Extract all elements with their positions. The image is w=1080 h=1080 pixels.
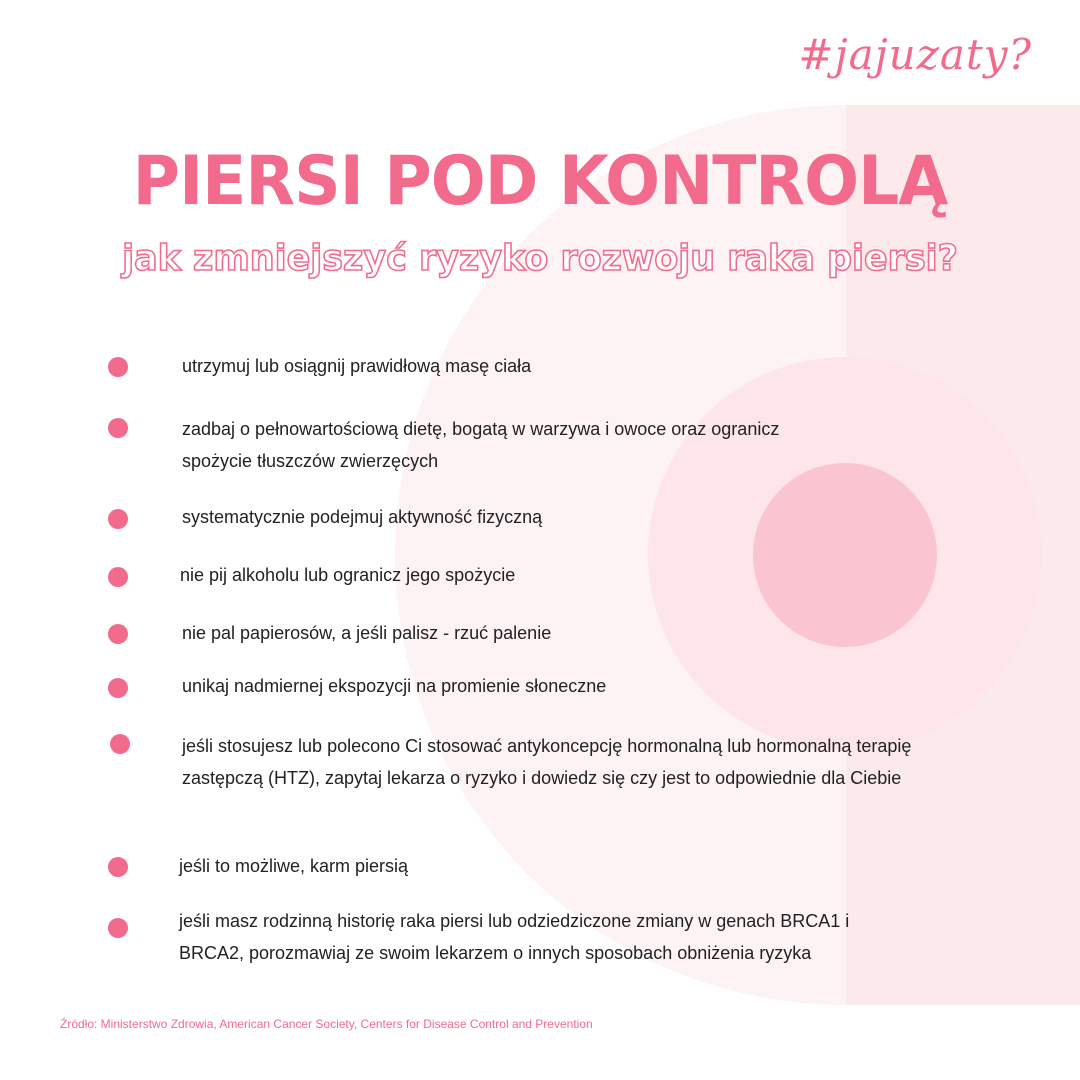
- list-item-text: nie pij alkoholu lub ogranicz jego spożycie: [180, 565, 516, 585]
- list-item-text: jeśli masz rodzinną historię raka piersi lub odziedziczone zmiany w genach BRCA1 i BRCA2, porozmawiaj ze swoim lekarzem o innych sposobach obniżenia ryzyka: [179, 911, 850, 963]
- list-item-text: unikaj nadmiernej ekspozycji na promienie słoneczne: [182, 676, 607, 696]
- bullet-dot-icon: [108, 624, 128, 644]
- bullet-dot-icon: [108, 357, 128, 377]
- bullet-dot-icon: [108, 857, 128, 877]
- bullet-dot-icon: [108, 567, 128, 587]
- list-item-text: jeśli stosujesz lub polecono Ci stosować antykoncepcję hormonalną lub hormonalną terapię zastępczą (HTZ), zapytaj lekarza o ryzyko i dowiedz się czy jest to odpowiednie dla Ciebie: [182, 736, 912, 788]
- list-item-text: utrzymuj lub osiągnij prawidłową masę ciała: [182, 356, 532, 376]
- bullet-dot-icon: [108, 509, 128, 529]
- list-item-text: nie pal papierosów, a jeśli palisz - rzuć palenie: [182, 623, 552, 643]
- source-note: Źródło: Ministerstwo Zdrowia, American Cancer Society, Centers for Disease Control and Prevention: [60, 1017, 593, 1031]
- list-item-text: jeśli to możliwe, karm piersią: [179, 856, 409, 876]
- page-title: PIERSI POD KONTROLĄ: [132, 142, 948, 221]
- bullet-dot-icon: [108, 918, 128, 938]
- list-item-text: systematycznie podejmuj aktywność fizyczną: [182, 507, 543, 527]
- bullet-dot-icon: [108, 418, 128, 438]
- list-item-text: zadbaj o pełnowartościową dietę, bogatą w warzywa i owoce oraz ogranicz spożycie tłuszczów zwierzęcych: [182, 419, 780, 471]
- bullet-dot-icon: [108, 678, 128, 698]
- page-subtitle: jak zmniejszyć ryzyko rozwoju raka piersi?: [122, 238, 958, 279]
- hashtag: #jajuzaty?: [798, 30, 1032, 79]
- bullet-dot-icon: [110, 734, 130, 754]
